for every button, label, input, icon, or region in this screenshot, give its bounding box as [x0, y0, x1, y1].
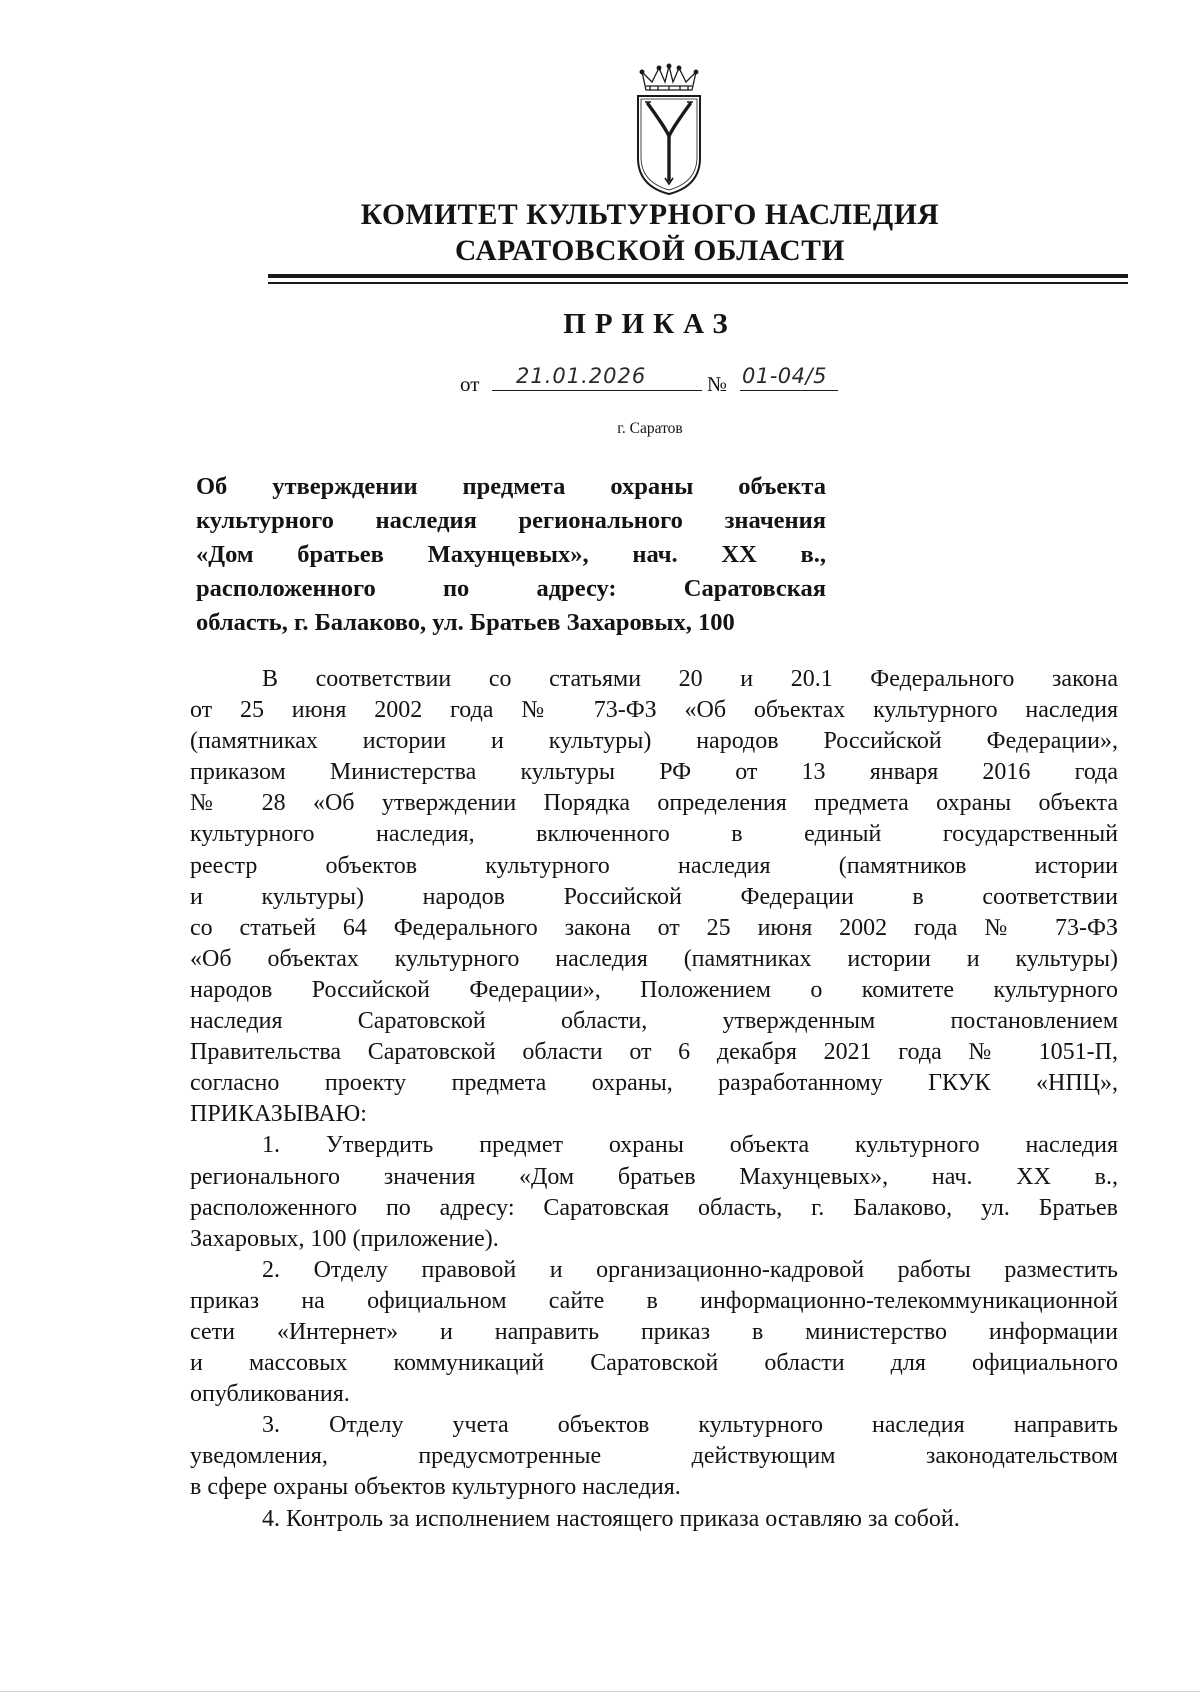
body-line: 4. Контроль за исполнением настоящего приказа оставляю за собой.: [262, 1505, 960, 1532]
body-line: в сфере охраны объектов культурного наследия.: [190, 1474, 681, 1501]
body-line: 2. Отделу правовой и организационно-кадровой работы разместить: [262, 1256, 1118, 1283]
body-line: наследия Саратовской области, утвержденным постановлением: [190, 1008, 1118, 1035]
body-line: Правительства Саратовской области от 6 декабря 2021 года № 1051-П,: [190, 1039, 1118, 1066]
subject-line: культурного наследия регионального значения: [196, 507, 826, 534]
body-line: культурного наследия, включенного в единый государственный: [190, 821, 1118, 848]
body-line: (памятниках истории и культуры) народов Российской Федерации»,: [190, 728, 1118, 755]
body-line: опубликования.: [190, 1381, 350, 1408]
issue-city: г. Саратов: [617, 420, 683, 437]
body-line: и культуры) народов Российской Федерации в соответствии: [190, 883, 1118, 910]
body-line: расположенного по адресу: Саратовская область, г. Балаково, ул. Братьев: [190, 1194, 1118, 1221]
body-line: согласно проекту предмета охраны, разработанному ГКУК «НПЦ»,: [190, 1070, 1118, 1097]
body-line: Захаровых, 100 (приложение).: [190, 1225, 499, 1252]
number-field: [740, 362, 838, 391]
body-line: В соответствии со статьями 20 и 20.1 Федерального закона: [262, 666, 1118, 692]
order-subject: [196, 470, 826, 640]
number-label: №: [707, 372, 728, 396]
body-line: регионального значения «Дом братьев Махунцевых», нач. XX в.,: [190, 1163, 1118, 1190]
subject-line: «Дом братьев Махунцевых», нач. XX в.,: [196, 541, 826, 568]
body-line: реестр объектов культурного наследия (памятников истории: [190, 852, 1118, 879]
body-line: 1. Утвердить предмет охраны объекта культурного наследия: [262, 1132, 1118, 1159]
body-line: уведомления, предусмотренные действующим законодательством: [190, 1443, 1118, 1470]
header-divider-thin: [268, 282, 1128, 284]
body-line: «Об объектах культурного наследия (памятниках истории и культуры): [190, 945, 1118, 972]
body-line: народов Российской Федерации», Положением о комитете культурного: [190, 976, 1118, 1003]
coat-of-arms-emblem: [632, 62, 706, 196]
body-line: со статьей 64 Федерального закона от 25 июня 2002 года № 73-ФЗ: [190, 914, 1118, 941]
date-from-label: от: [460, 372, 480, 396]
document-type-title: ПРИКАЗ: [563, 308, 737, 340]
body-line: № 28 «Об утверждении Порядка определения предмета охраны объекта: [190, 790, 1118, 817]
subject-line: расположенного по адресу: Саратовская: [196, 575, 826, 602]
date-field: [492, 362, 702, 391]
subject-line: область, г. Балаково, ул. Братьев Захаровых, 100: [196, 609, 735, 636]
organization-name-line2: САРАТОВСКОЙ ОБЛАСТИ: [454, 235, 846, 267]
body-line: ПРИКАЗЫВАЮ:: [190, 1101, 367, 1128]
order-date-number-line: [460, 362, 860, 402]
header-divider-thick: [268, 274, 1128, 278]
order-body: [190, 664, 1118, 1535]
scan-edge-line: [0, 1691, 1200, 1692]
body-line: от 25 июня 2002 года № 73-ФЗ «Об объектах культурного наследия: [190, 697, 1118, 724]
handwritten-number: 01-04/5: [742, 364, 827, 388]
handwritten-date: 21.01.2026: [516, 364, 647, 388]
body-line: сети «Интернет» и направить приказ в министерство информации: [190, 1318, 1118, 1345]
body-line: приказ на официальном сайте в информационно-телекоммуникационной: [190, 1287, 1118, 1314]
body-line: и массовых коммуникаций Саратовской области для официального: [190, 1350, 1118, 1377]
subject-line: Об утверждении предмета охраны объекта: [196, 473, 826, 500]
organization-name-line1: КОМИТЕТ КУЛЬТУРНОГО НАСЛЕДИЯ: [360, 199, 940, 231]
body-line: приказом Министерства культуры РФ от 13 января 2016 года: [190, 759, 1118, 786]
body-line: 3. Отделу учета объектов культурного наследия направить: [262, 1412, 1118, 1439]
